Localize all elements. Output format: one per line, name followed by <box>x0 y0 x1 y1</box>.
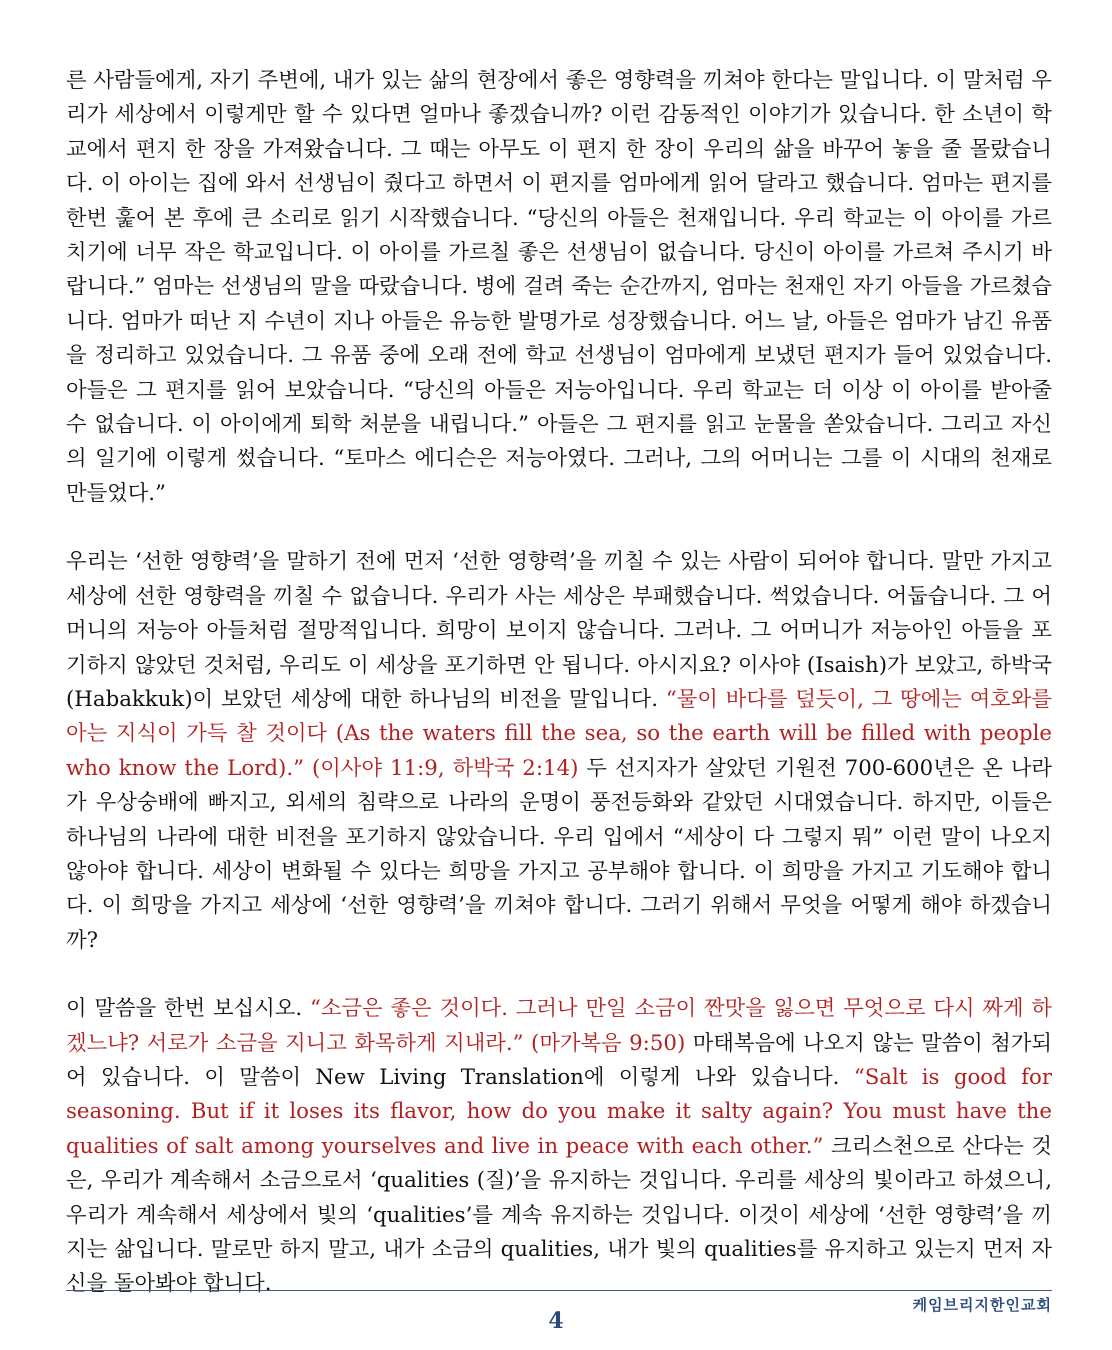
paragraph-text: 우리는 ‘선한 영향력’을 말하기 전에 먼저 ‘선한 영향력’을 끼칠 수 있는 사람이 되어야 합니다. 말만 가지고 세상에 선한 영향력을 끼칠 수 없습니다. 우리가 사는 세상은 부패했습니다. 썩었습니다. 어둡습니다. 그 어머니의 저능아 아들처럼 절망적입니다. 희망이 보이지 않습니다. 그러나. 그 어머니가 저능아인 아들을 포기하지 않았던 것처럼, 우리도 이 세상을 포기하면 안 됩니다. 아시지요? 이사야 (Isaish)가 보았고, 하박국 (Habakkuk)이 보았던 세상에 대한 하나님의 비전을 말입니다. <box>66 549 1052 712</box>
paragraph-text: 크리스천으로 산다는 것은, 우리가 계속해서 소금으로서 ‘qualities (질)’을 유지하는 것입니다. 우리를 세상의 빛이라고 하셨으니, 우리가 계속해서 세상에서 빛의 ‘qualities’를 계속 유지하는 것입니다. 이것이 세상에 ‘선한 영향력’을 끼지는 삶입니다. 말로만 하지 말고, 내가 소금의 qualities, 내가 빛의 qualities를 유지하고 있는지 먼저 자신을 돌아봐야 합니다. <box>66 1133 1052 1297</box>
body-text <box>66 64 1052 1302</box>
paragraph-text: 이 말씀을 한번 보십시오. <box>66 996 310 1022</box>
scripture-quote-mark: “소금은 좋은 것이다. 그러나 만일 소금이 짠맛을 잃으면 무엇으로 다시 짜게 하겠느냐? 서로가 소금을 지니고 화목하게 지내라.” (마가복음 9:50) <box>66 996 1053 1056</box>
paragraph-2 <box>66 545 1052 958</box>
paragraph-text: 른 사람들에게, 자기 주변에, 내가 있는 삶의 현장에서 좋은 영향력을 끼쳐야 한다는 말입니다. 이 말처럼 우리가 세상에서 이렇게만 할 수 있다면 얼마나 좋겠습니까? 이런 감동적인 이야기가 있습니다. 한 소년이 학교에서 편지 한 장을 가져왔습니다. 그 때는 아무도 이 편지 한 장이 우리의 삶을 바꾸어 놓을 줄 몰랐습니다. 이 아이는 집에 와서 선생님이 줬다고 하면서 이 편지를 엄마에게 읽어 달라고 했습니다. 엄마는 편지를 한번 훑어 본 후에 큰 소리로 읽기 시작했습니다. “당신의 아들은 천재입니다. 우리 학교는 이 아이를 가르치기에 너무 작은 학교입니다. 이 아이를 가르칠 좋은 선생님이 없습니다. 당신이 아이를 가르쳐 주시기 바랍니다.” 엄마는 선생님의 말을 따랐습니다. 병에 걸려 죽는 순간까지, 엄마는 천재인 자기 아들을 가르쳤습니다. 엄마가 떠난 지 수년이 지나 아들은 유능한 발명가로 성장했습니다. 어느 날, 아들은 엄마가 남긴 유품을 정리하고 있었습니다. 그 유품 중에 오래 전에 학교 선생님이 엄마에게 보냈던 편지가 들어 있었습니다. 아들은 그 편지를 읽어 보았습니다. “당신의 아들은 저능아입니다. 우리 학교는 더 이상 이 아이를 받아줄 수 없습니다. 이 아이에게 퇴학 처분을 내립니다.” 아들은 그 편지를 읽고 눈물을 쏟았습니다. 그리고 자신의 일기에 이렇게 썼습니다. “토마스 에디슨은 저능아였다. 그러나, 그의 어머니는 그를 이 시대의 천재로 만들었다.” <box>66 68 1052 506</box>
scripture-quote-nlt: “Salt is good for seasoning. But if it loses its flavor, how do you make it salty again? You must have the qualities of salt among yourselves and live in peace with each other.” <box>66 1064 1052 1159</box>
paragraph-1 <box>66 64 1052 511</box>
church-name: 케임브리지한인교회 <box>912 1296 1052 1314</box>
footer-divider <box>66 1290 1052 1291</box>
paragraph-3 <box>66 992 1052 1302</box>
paragraph-text: 마태복음에 나오지 않는 말씀이 첨가되어 있습니다. 이 말씀이 New Living Translation에 이렇게 나와 있습니다. <box>66 1030 1053 1090</box>
paragraph-text: 두 선지자가 살았던 기원전 700-600년은 온 나라가 우상숭배에 빠지고, 외세의 침략으로 나라의 운명이 풍전등화와 같았던 시대였습니다. 하지만, 이들은 하나님의 나라에 대한 비전을 포기하지 않았습니다. 우리 입에서 “세상이 다 그렇지 뭐” 이런 말이 나오지 않아야 합니다. 세상이 변화될 수 있다는 희망을 가지고 공부해야 합니다. 이 희망을 가지고 기도해야 합니다. 이 희망을 가지고 세상에 ‘선한 영향력’을 끼쳐야 합니다. 그러기 위해서 무엇을 어떻게 해야 하겠습니까? <box>66 755 1052 953</box>
page-number: 4 <box>548 1308 564 1334</box>
scripture-quote-isaiah: “물이 바다를 덮듯이, 그 땅에는 여호와를 아는 지식이 가득 찰 것이다 (As the waters fill the sea, so the earth will be filled with people who know the Lord).” (이사야 11:9, 하박국 2:14) <box>66 686 1053 781</box>
